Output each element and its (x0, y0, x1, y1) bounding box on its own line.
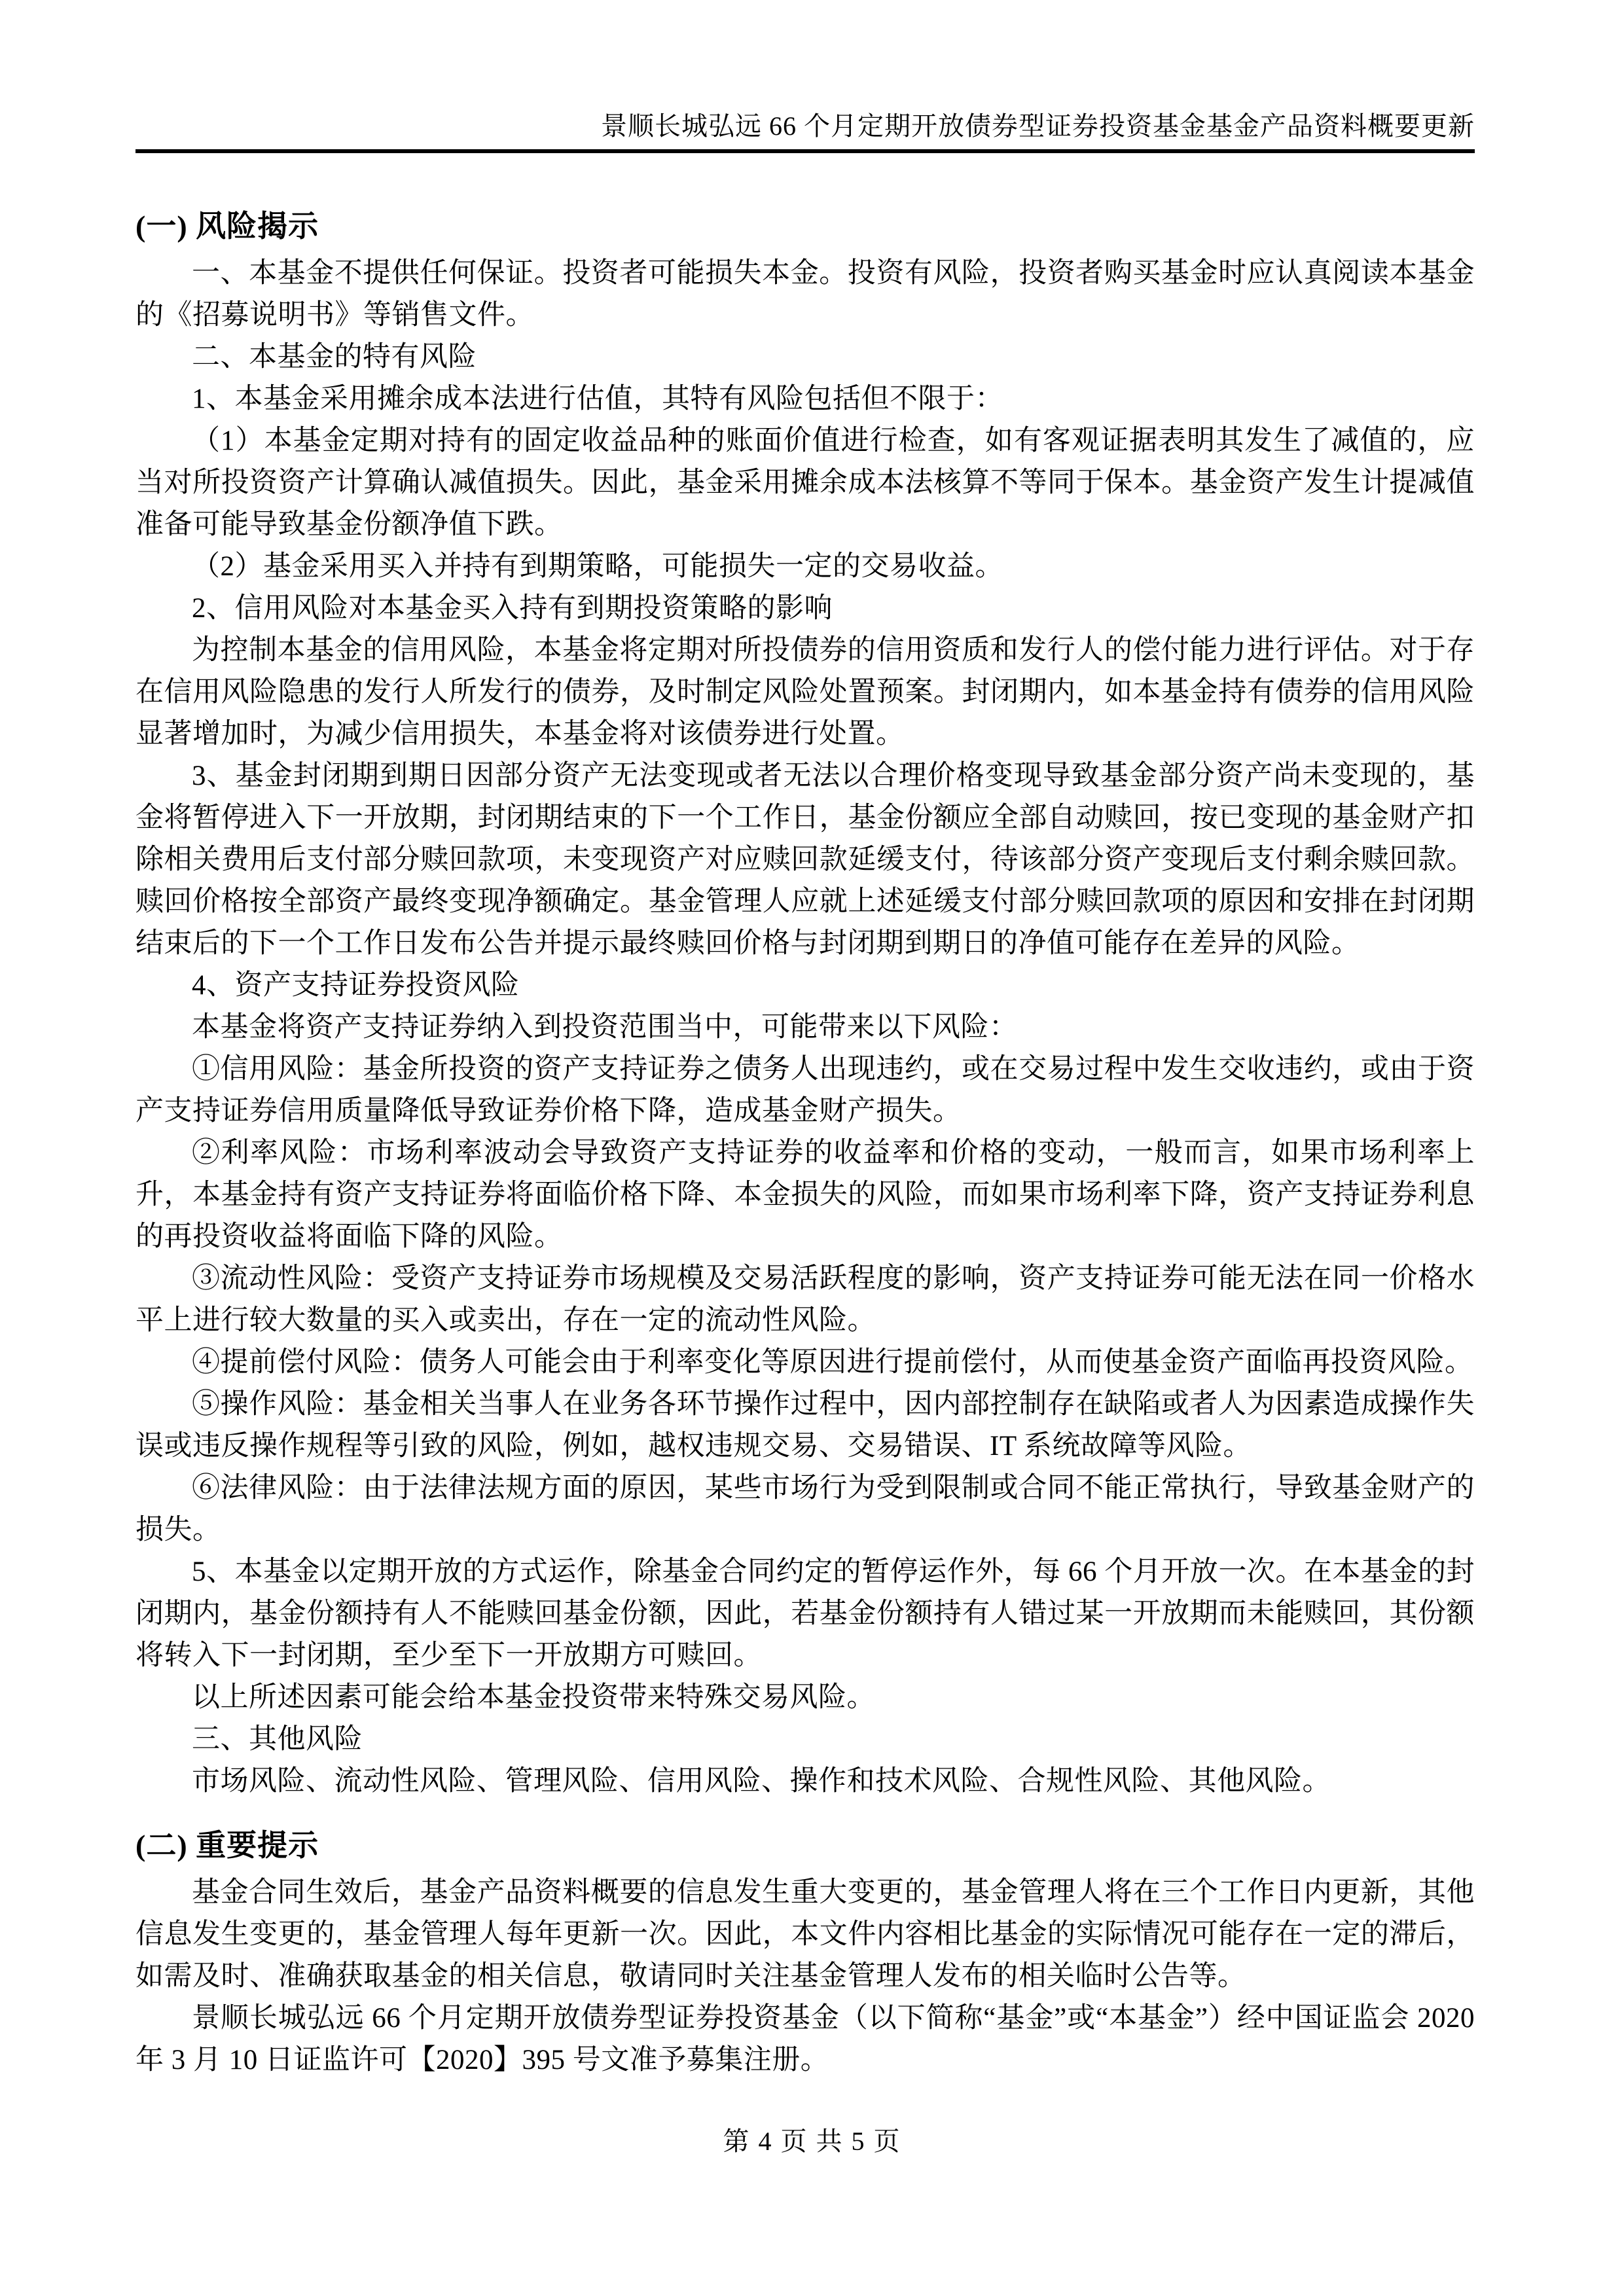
paragraph: ②利率风险：市场利率波动会导致资产支持证券的收益率和价格的变动，一般而言，如果市场利率上升，本基金持有资产支持证券将面临价格下降、本金损失的风险，而如果市场利率下降，资产支持证券利息的再投资收益将面临下降的风险。 (135, 1138, 1475, 1252)
paragraph: 2、信用风险对本基金买入持有到期投资策略的影响 (192, 593, 833, 624)
paragraph: 市场风险、流动性风险、管理风险、信用风险、操作和技术风险、合规性风险、其他风险。 (192, 1766, 1331, 1797)
paragraph: 三、其他风险 (192, 1724, 363, 1755)
paragraph: ③流动性风险：受资产支持证券市场规模及交易活跃程度的影响，资产支持证券可能无法在同一价格水平上进行较大数量的买入或卖出，存在一定的流动性风险。 (135, 1263, 1475, 1336)
paragraph: 以上所述因素可能会给本基金投资带来特殊交易风险。 (192, 1682, 875, 1713)
paragraph: （1）本基金定期对持有的固定收益品种的账面价值进行检查，如有客观证据表明其发生了减值的，应当对所投资资产计算确认减值损失。因此，基金采用摊余成本法核算不等同于保本。基金资产发生计提减值准备可能导致基金份额净值下跌。 (135, 425, 1475, 540)
paragraph: ⑥法律风险：由于法律法规方面的原因，某些市场行为受到限制或合同不能正常执行，导致基金财产的损失。 (135, 1473, 1475, 1545)
running-header-title: 景顺长城弘远 66 个月定期开放债券型证券投资基金基金产品资料概要更新 (601, 111, 1475, 141)
paragraph: 基金合同生效后，基金产品资料概要的信息发生重大变更的，基金管理人将在三个工作日内更新，其他信息发生变更的，基金管理人每年更新一次。因此，本文件内容相比基金的实际情况可能存在一定的滞后，如需及时、准确获取基金的相关信息，敬请同时关注基金管理人发布的相关临时公告等。 (135, 1877, 1475, 1992)
paragraph: 3、基金封闭期到期日因部分资产无法变现或者无法以合理价格变现导致基金部分资产尚未变现的，基金将暂停进入下一开放期，封闭期结束的下一个工作日，基金份额应全部自动赎回，按已变现的基金财产扣除相关费用后支付部分赎回款项，未变现资产对应赎回款延缓支付，待该部分资产变现后支付剩余赎回款。赎回价格按全部资产最终变现净额确定。基金管理人应就上述延缓支付部分赎回款项的原因和安排在封闭期结束后的下一个工作日发布公告并提示最终赎回价格与封闭期到期日的净值可能存在差异的风险。 (135, 761, 1475, 959)
paragraph: ①信用风险：基金所投资的资产支持证券之债务人出现违约，或在交易过程中发生交收违约，或由于资产支持证券信用质量降低导致证券价格下降，造成基金财产损失。 (135, 1054, 1475, 1126)
page-number: 第 4 页 共 5 页 (723, 2126, 901, 2156)
paragraph: ④提前偿付风险：债务人可能会由于利率变化等原因进行提前偿付，从而使基金资产面临再投资风险。 (192, 1347, 1473, 1378)
paragraph: 1、本基金采用摊余成本法进行估值，其特有风险包括但不限于： (192, 384, 1003, 414)
paragraph: 二、本基金的特有风险 (192, 342, 477, 372)
paragraph: 景顺长城弘远 66 个月定期开放债券型证券投资基金（以下简称“基金”或“本基金”）经中国证监会 2020 年 3 月 10 日证监许可【2020】395 号文准予募集注册。 (135, 2003, 1475, 2075)
paragraph: 本基金将资产支持证券纳入到投资范围当中，可能带来以下风险： (192, 1012, 1018, 1043)
paragraph: ⑤操作风险：基金相关当事人在业务各环节操作过程中，因内部控制存在缺陷或者人为因素造成操作失误或违反操作规程等引致的风险，例如，越权违规交易、交易错误、IT 系统故障等风险。 (135, 1389, 1475, 1462)
paragraph: 一、本基金不提供任何保证。投资者可能损失本金。投资有风险，投资者购买基金时应认真阅读本基金的《招募说明书》等销售文件。 (135, 258, 1475, 331)
paragraph: 5、本基金以定期开放的方式运作，除基金合同约定的暂停运作外，每 66 个月开放一次。在本基金的封闭期内，基金份额持有人不能赎回基金份额，因此，若基金份额持有人错过某一开放期而未能赎回，其份额将转入下一封闭期，至少至下一开放期方可赎回。 (135, 1556, 1475, 1671)
paragraph: 4、资产支持证券投资风险 (192, 970, 520, 1001)
paragraph: （2）基金采用买入并持有到期策略，可能损失一定的交易收益。 (192, 551, 1003, 582)
section-heading-important-notice: (二) 重要提示 (135, 1829, 319, 1862)
header-divider-rule (135, 149, 1475, 153)
section-heading-risk-disclosure: (一) 风险揭示 (135, 209, 319, 243)
paragraph: 为控制本基金的信用风险，本基金将定期对所投债券的信用资质和发行人的偿付能力进行评估。对于存在信用风险隐患的发行人所发行的债券，及时制定风险处置预案。封闭期内，如本基金持有债券的信用风险显著增加时，为减少信用损失，本基金将对该债券进行处置。 (135, 635, 1475, 749)
